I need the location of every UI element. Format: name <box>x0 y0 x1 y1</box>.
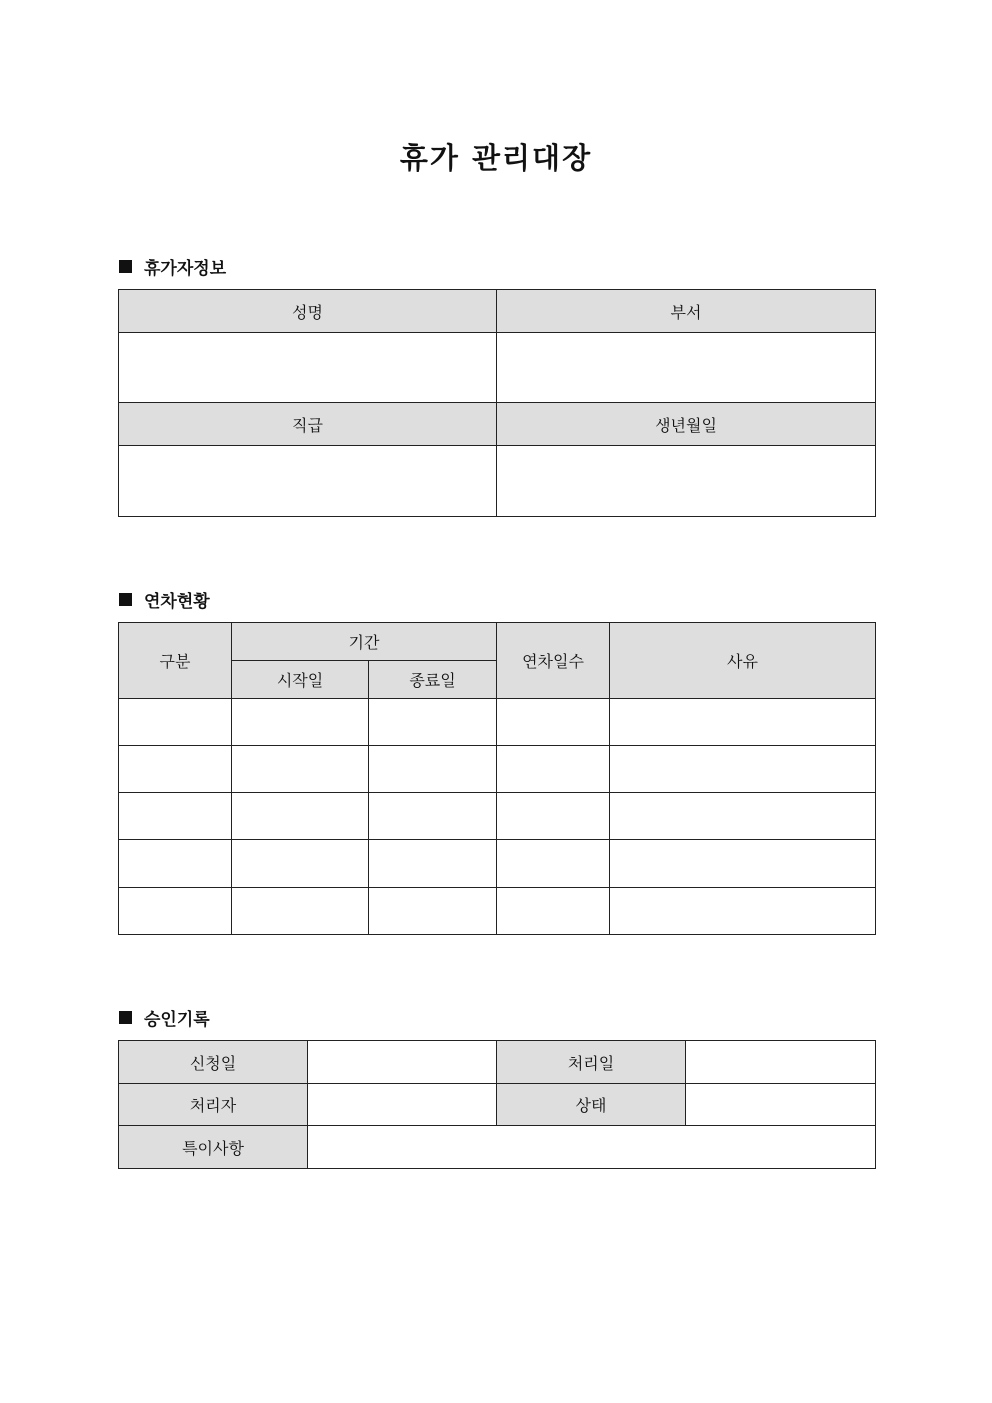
end-date-cell[interactable] <box>369 793 497 840</box>
section-title: 연차현황 <box>144 592 210 612</box>
status-label: 상태 <box>497 1084 686 1126</box>
table-row <box>119 793 876 840</box>
end-date-cell[interactable] <box>369 840 497 888</box>
section-heading-leave <box>119 587 210 612</box>
table-row <box>119 888 876 935</box>
section-title: 휴가자정보 <box>144 259 227 279</box>
leave-table <box>118 622 876 935</box>
days-header: 연차일수 <box>497 623 610 699</box>
category-header: 구분 <box>119 623 232 699</box>
square-bullet-icon <box>119 593 132 606</box>
start-date-header: 시작일 <box>232 661 369 699</box>
dept-field[interactable] <box>497 333 876 403</box>
process-date-field[interactable] <box>686 1041 876 1084</box>
request-date-field[interactable] <box>308 1041 497 1084</box>
table-row <box>119 699 876 746</box>
start-date-cell[interactable] <box>232 840 369 888</box>
processor-field[interactable] <box>308 1084 497 1126</box>
birth-field[interactable] <box>497 446 876 517</box>
birth-label: 생년월일 <box>497 403 876 446</box>
start-date-cell[interactable] <box>232 888 369 935</box>
days-cell[interactable] <box>497 888 610 935</box>
days-cell[interactable] <box>497 699 610 746</box>
category-cell[interactable] <box>119 840 232 888</box>
days-cell[interactable] <box>497 793 610 840</box>
period-header: 기간 <box>232 623 497 661</box>
end-date-cell[interactable] <box>369 746 497 793</box>
end-date-cell[interactable] <box>369 888 497 935</box>
status-field[interactable] <box>686 1084 876 1126</box>
table-row <box>119 746 876 793</box>
rank-label: 직급 <box>119 403 497 446</box>
category-cell[interactable] <box>119 746 232 793</box>
notes-field[interactable] <box>308 1126 876 1169</box>
approval-table <box>118 1040 876 1169</box>
end-date-header: 종료일 <box>369 661 497 699</box>
category-cell[interactable] <box>119 793 232 840</box>
section-heading-info <box>119 254 226 279</box>
category-cell[interactable] <box>119 699 232 746</box>
table-row <box>119 840 876 888</box>
reason-cell[interactable] <box>610 888 876 935</box>
info-table <box>118 289 876 517</box>
processor-label: 처리자 <box>119 1084 308 1126</box>
start-date-cell[interactable] <box>232 793 369 840</box>
end-date-cell[interactable] <box>369 699 497 746</box>
page-title: 휴가 관리대장 <box>399 141 593 175</box>
start-date-cell[interactable] <box>232 699 369 746</box>
start-date-cell[interactable] <box>232 746 369 793</box>
reason-header: 사유 <box>610 623 876 699</box>
rank-field[interactable] <box>119 446 497 517</box>
square-bullet-icon <box>119 260 132 273</box>
section-title: 승인기록 <box>144 1010 210 1030</box>
reason-cell[interactable] <box>610 840 876 888</box>
square-bullet-icon <box>119 1011 132 1024</box>
section-heading-approval <box>119 1005 210 1030</box>
category-cell[interactable] <box>119 888 232 935</box>
reason-cell[interactable] <box>610 699 876 746</box>
notes-label: 특이사항 <box>119 1126 308 1169</box>
days-cell[interactable] <box>497 840 610 888</box>
days-cell[interactable] <box>497 746 610 793</box>
dept-label: 부서 <box>497 290 876 333</box>
reason-cell[interactable] <box>610 746 876 793</box>
process-date-label: 처리일 <box>497 1041 686 1084</box>
name-label: 성명 <box>119 290 497 333</box>
request-date-label: 신청일 <box>119 1041 308 1084</box>
name-field[interactable] <box>119 333 497 403</box>
reason-cell[interactable] <box>610 793 876 840</box>
